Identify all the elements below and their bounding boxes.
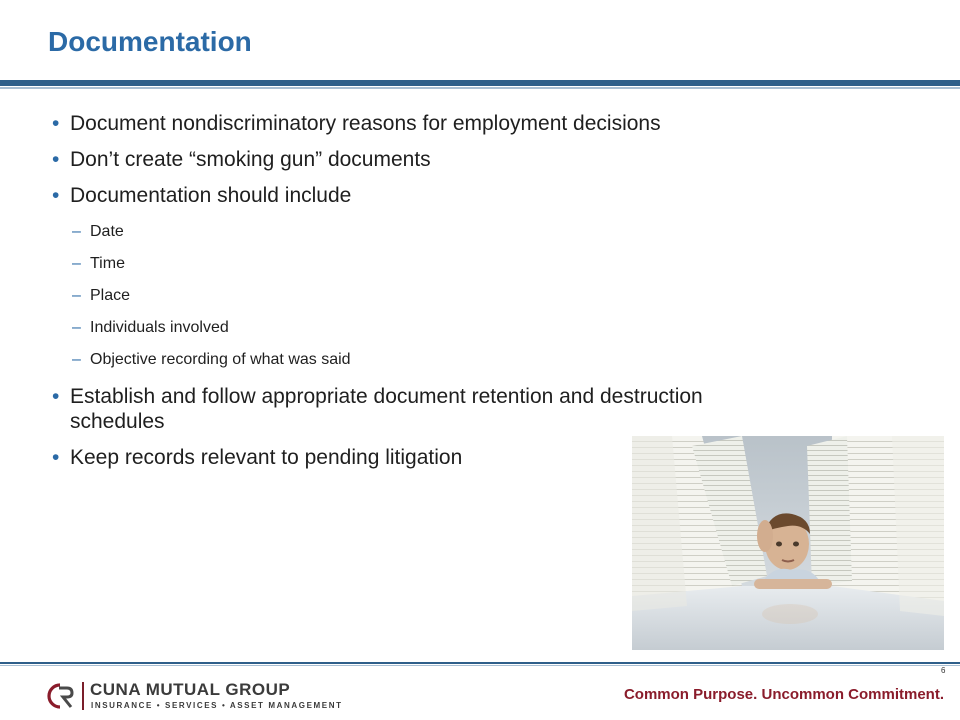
sub-bullet-text: Objective recording of what was said: [90, 351, 351, 368]
footer-rule-thin: [0, 665, 960, 666]
sub-bullet-item: [50, 350, 850, 370]
dash-icon: –: [72, 223, 81, 240]
bullet-dot-icon: •: [52, 112, 60, 135]
footer-rule: [0, 662, 960, 664]
header-rule: [0, 80, 960, 86]
dash-icon: –: [72, 287, 81, 304]
bullet-text: Establish and follow appropriate document retention and destruction schedules: [70, 385, 703, 433]
page-number: 6: [941, 666, 946, 675]
sub-bullet-text: Place: [90, 287, 131, 304]
bullet-dot-icon: •: [52, 385, 60, 408]
sub-bullet-text: Date: [90, 223, 124, 240]
sub-bullet-item: [50, 254, 850, 274]
photo-illustration: [632, 436, 944, 650]
sub-bullet-item: [50, 318, 850, 338]
sub-bullet-item: [50, 222, 850, 242]
bullet-list: [50, 112, 850, 482]
logo-tagline: INSURANCE • SERVICES • ASSET MANAGEMENT: [91, 701, 343, 710]
bullet-item: [50, 384, 770, 434]
bullet-dot-icon: •: [52, 184, 60, 207]
bullet-dot-icon: •: [52, 446, 60, 469]
sub-bullet-text: Individuals involved: [90, 319, 229, 336]
bullet-text: Keep records relevant to pending litigation: [70, 446, 463, 469]
header-rule-thin: [0, 87, 960, 89]
bullet-text: Documentation should include: [70, 184, 352, 207]
bullet-item: [50, 148, 850, 172]
dash-icon: –: [72, 319, 81, 336]
bullet-text: Don’t create “smoking gun” documents: [70, 148, 431, 171]
logo-name: CUNA MUTUAL GROUP: [90, 680, 291, 699]
footer-slogan: Common Purpose. Uncommon Commitment.: [623, 686, 944, 703]
sub-bullet-item: [50, 286, 850, 306]
logo-divider: [82, 682, 84, 710]
dash-icon: –: [72, 255, 81, 272]
stacked-papers-photo: [632, 436, 944, 650]
cuna-logo-icon: [46, 682, 76, 710]
bullet-dot-icon: •: [52, 148, 60, 171]
sub-bullet-text: Time: [90, 255, 125, 272]
bullet-text: Document nondiscriminatory reasons for employment decisions: [70, 112, 661, 135]
bullet-item: [50, 112, 850, 136]
dash-icon: –: [72, 351, 81, 368]
slide-title: Documentation: [48, 26, 252, 57]
bullet-item: [50, 184, 850, 208]
